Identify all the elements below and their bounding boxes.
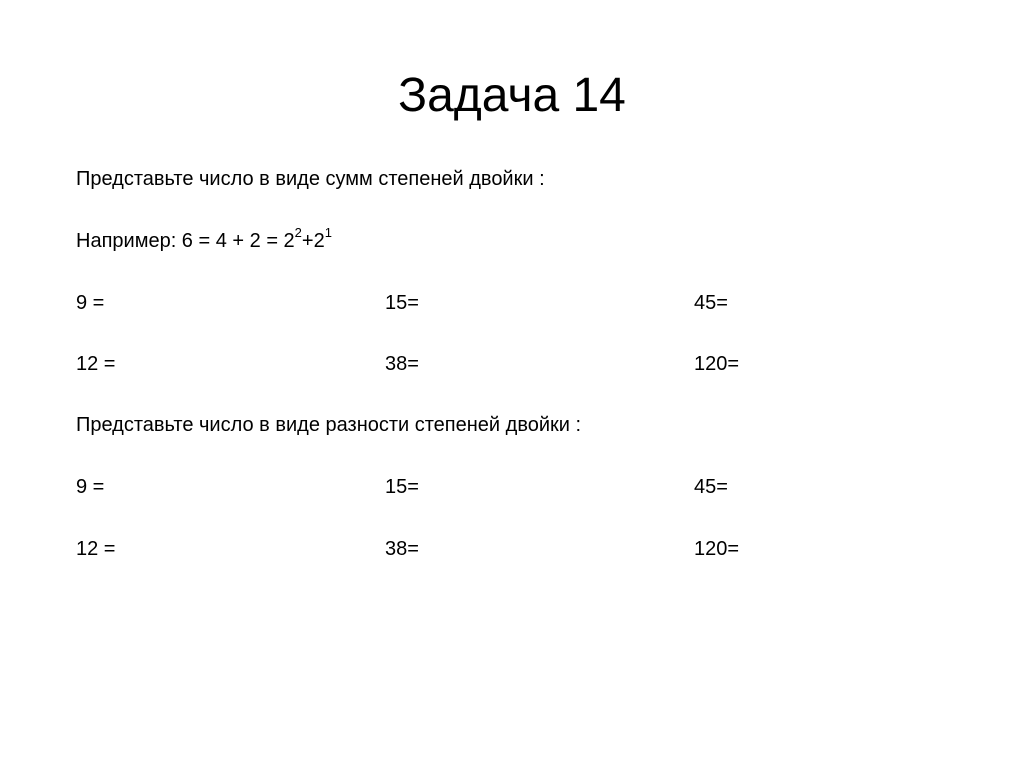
sum-exercise: 9 = [76, 292, 105, 314]
diff-exercise: 9 = [76, 476, 105, 498]
sum-exercise: 120= [694, 353, 740, 375]
sum-example-exponent-2: 1 [324, 225, 332, 241]
sum-exercise: 15= [385, 292, 419, 314]
sum-exercise: 45= [694, 292, 728, 314]
sum-instruction: Представьте число в виде сумм степеней двойки : [76, 168, 545, 190]
diff-exercise: 12 = [76, 538, 116, 560]
slide-title: Задача 14 [398, 69, 626, 122]
diff-exercise: 38= [385, 538, 419, 560]
sum-exercise: 12 = [76, 353, 116, 375]
diff-exercise: 45= [694, 476, 728, 498]
diff-exercise: 120= [694, 538, 740, 560]
diff-exercise: 15= [385, 476, 419, 498]
sum-example-middle: +2 [301, 230, 325, 252]
sum-example [76, 227, 332, 255]
sum-example-exponent-1: 2 [294, 225, 302, 241]
diff-instruction: Представьте число в виде разности степеней двойки : [76, 414, 582, 436]
sum-example-prefix: Например: 6 = 4 + 2 = 2 [76, 230, 295, 252]
sum-exercise: 38= [385, 353, 419, 375]
